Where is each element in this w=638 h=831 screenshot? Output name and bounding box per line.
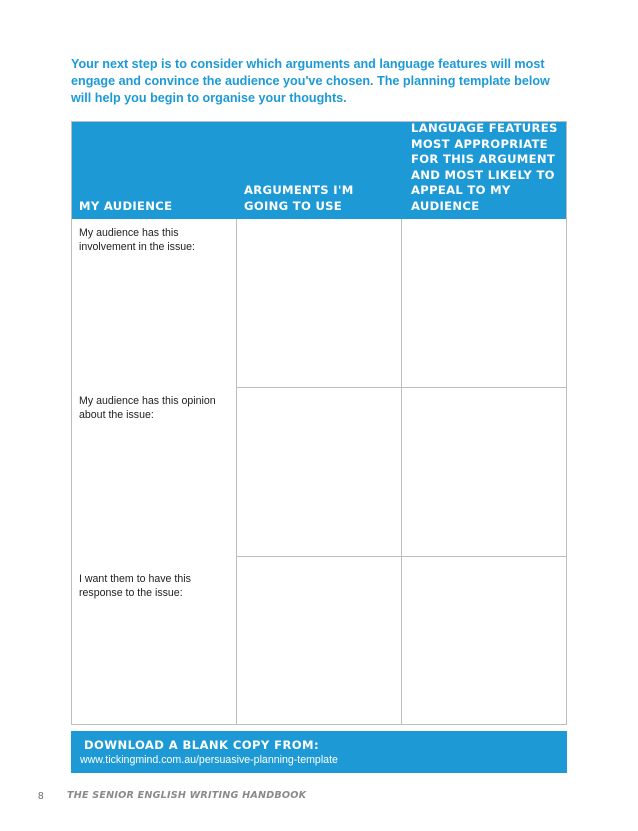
- row-label-opinion: My audience has this opinion about the issue:: [79, 395, 216, 421]
- download-title: DOWNLOAD A BLANK COPY FROM:: [84, 738, 320, 752]
- page-number: 8: [38, 791, 44, 802]
- handbook-title: THE SENIOR ENGLISH WRITING HANDBOOK: [67, 790, 307, 801]
- row-label-involvement: My audience has this involvement in the issue:: [79, 227, 196, 253]
- download-banner: [71, 731, 567, 773]
- row-divider: [237, 556, 566, 557]
- header-my-audience: MY AUDIENCE: [79, 198, 173, 213]
- row-label-response: I want them to have this response to the issue:: [79, 573, 191, 599]
- table-header-row: [72, 122, 566, 219]
- intro-paragraph: Your next step is to consider which arguments and language features will most engage and convince the audience you've chosen. The planning template below will help you begin to organise your thoughts.: [71, 57, 550, 105]
- planning-template-table: [71, 121, 567, 725]
- header-arguments: ARGUMENTS I'M GOING TO USE: [244, 183, 354, 213]
- download-link[interactable]: www.tickingmind.com.au/persuasive-planning-template: [80, 754, 338, 766]
- column-divider: [236, 219, 237, 724]
- column-divider: [401, 219, 402, 724]
- header-language-features: LANGUAGE FEATURES MOST APPROPRIATE FOR THIS ARGUMENT AND MOST LIKELY TO APPEAL TO MY AUDIENCE: [411, 121, 558, 213]
- row-divider: [237, 387, 566, 388]
